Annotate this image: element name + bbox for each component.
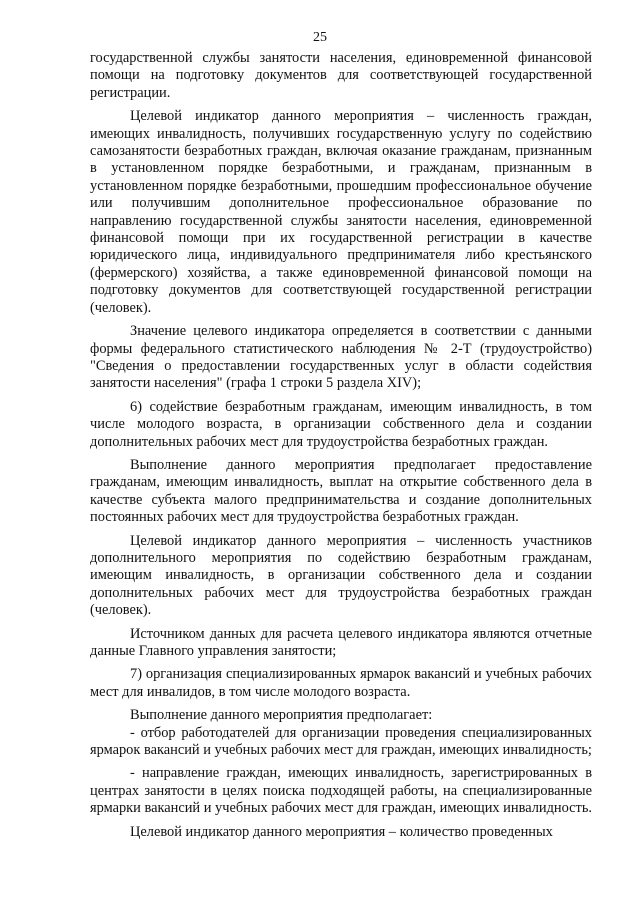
document-body	[90, 50, 592, 841]
paragraph: Источником данных для расчета целевого индикатора являются отчетные данные Главного управления занятости;	[90, 625, 592, 659]
paragraph: 7) организация специализированных ярмарок вакансий и учебных рабочих мест для инвалидов, в том числе молодого возраста.	[90, 666, 592, 700]
paragraph: Целевой индикатор данного мероприятия – численность граждан, имеющих инвалидность, получивших государственную услугу по содействию самозанятости безработных граждан, включая оказание гражданам, признанным в установленном порядке безработными, и гражданам, признанным в установленном порядке безработными, прошедшим профессиональное обучение или получившим дополнительное профессиональное образование по направлению государственной службы занятости населения, единовременной финансовой помощи при их государственной регистрации в качестве юридического лица, индивидуального предпринимателя либо крестьянского (фермерского) хозяйства, а также единовременной финансовой помощи на подготовку документов для соответствующей государственной регистрации (человек).	[90, 108, 592, 316]
paragraph: Целевой индикатор данного мероприятия – количество проведенных	[130, 823, 553, 840]
paragraph: Значение целевого индикатора определяется в соответствии с данными формы федерального статистического наблюдения № 2-Т (трудоустройство) "Сведения о предоставлении государственных услуг в области содействия занятости населения" (графа 1 строки 5 раздела XIV);	[90, 323, 592, 392]
paragraph: Выполнение данного мероприятия предполагает:	[130, 707, 433, 724]
paragraph: Выполнение данного мероприятия предполагает предоставление гражданам, имеющим инвалидность, выплат на открытие собственного дела в качестве субъекта малого предпринимательства и создание дополнительных постоянных рабочих мест для трудоустройства безработных граждан.	[90, 456, 592, 526]
paragraph: - отбор работодателей для организации проведения специализированных ярмарок вакансий и учебных рабочих мест для граждан, имеющих инвалидность;	[90, 724, 592, 759]
paragraph: государственной службы занятости населения, единовременной финансовой помощи на подготовку документов для соответствующей государственной регистрации.	[90, 50, 592, 101]
paragraph: - направление граждан, имеющих инвалидность, зарегистрированных в центрах занятости в целях поиска подходящей работы, на специализированные ярмарки вакансий и учебных рабочих мест для граждан, имеющих инвалидность.	[90, 765, 592, 817]
paragraph: Целевой индикатор данного мероприятия – численность участников дополнительного мероприятия по содействию безработным гражданам, имеющим инвалидность, в организации собственного дела и создании дополнительных рабочих мест для трудоустройства безработных граждан (человек).	[90, 532, 592, 619]
page-number: 25	[313, 30, 327, 45]
paragraph: 6) содействие безработным гражданам, имеющим инвалидность, в том числе молодого возраста, в организации собственного дела и создании дополнительных рабочих мест для трудоустройства безработных граждан.	[90, 398, 592, 450]
